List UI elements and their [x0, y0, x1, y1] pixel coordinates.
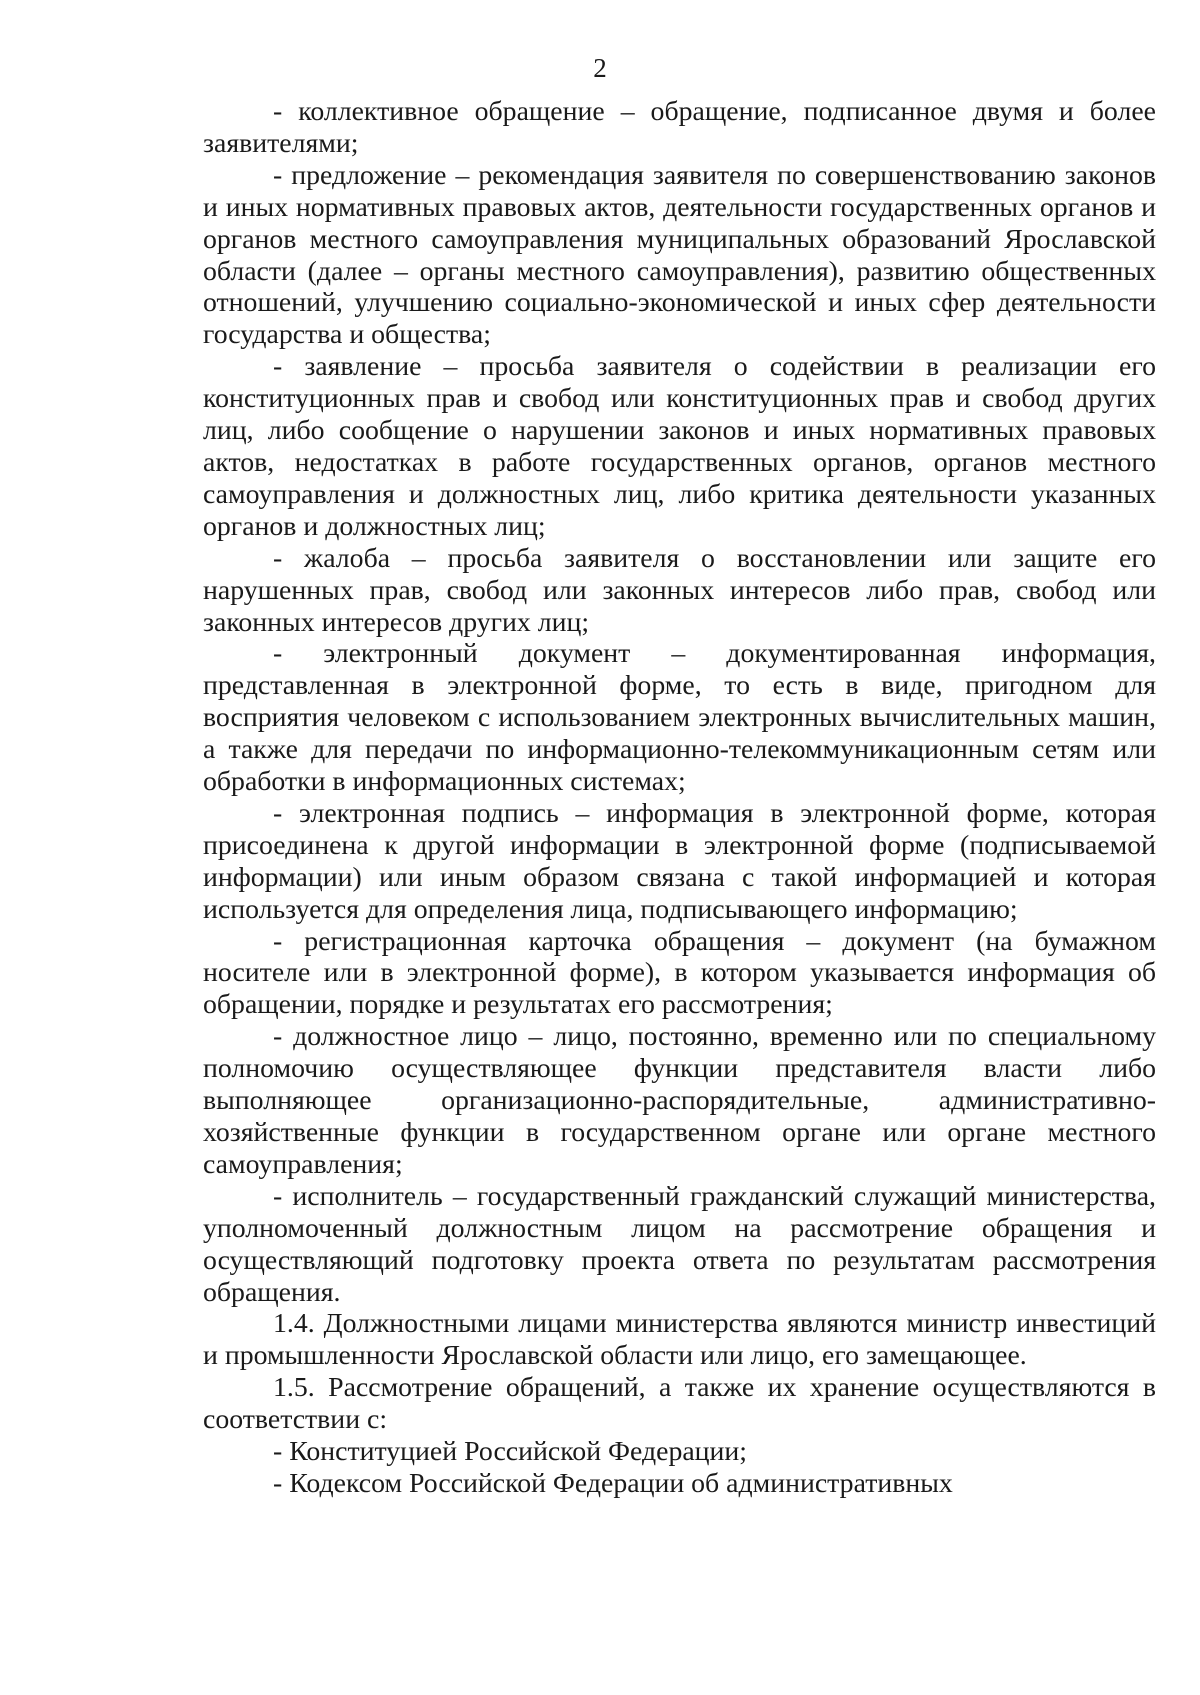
list-item-administrative-code: - Кодексом Российской Федерации об административных	[273, 1467, 953, 1499]
document-body	[203, 96, 1156, 1500]
page-number: 2	[593, 53, 607, 83]
clause-1-5: 1.5. Рассмотрение обращений, а также их хранение осуществляются в соответствии с:	[203, 1372, 1156, 1436]
definition-executor: - исполнитель – государственный гражданский служащий министерства, уполномоченный должностным лицом на рассмотрение обращения и осуществляющий подготовку проекта ответа по результатам рассмотрения обращения.	[203, 1180, 1156, 1308]
definition-statement: - заявление – просьба заявителя о содействии в реализации его конституционных прав и свобод или конституционных прав и свобод других лиц, либо сообщение о нарушении законов и иных нормативных правовых актов, недостатках в работе государственных органов, органов местного самоуправления и должностных лиц, либо критика деятельности указанных органов и должностных лиц;	[203, 351, 1156, 542]
definition-collective-appeal: - коллективное обращение – обращение, подписанное двумя и более заявителями;	[203, 96, 1156, 159]
list-item-constitution: - Конституцией Российской Федерации;	[273, 1436, 748, 1468]
definition-complaint: - жалоба – просьба заявителя о восстановлении или защите его нарушенных прав, свобод или законных интересов либо прав, свобод или законных интересов других лиц;	[203, 542, 1156, 638]
definition-proposal: - предложение – рекомендация заявителя по совершенствованию законов и иных нормативных правовых актов, деятельности государственных органов и органов местного самоуправления муниципальных образований Ярославской области (далее – органы местного самоуправления), развитию общественных отношений, улучшению социально-экономической и иных сфер деятельности государства и общества;	[203, 159, 1156, 351]
definition-electronic-document: - электронный документ – документированная информация, представленная в электронной форме, то есть в виде, пригодном для восприятия человеком с использованием электронных вычислительных машин, а также для передачи по информационно-телекоммуникационным сетям или обработки в информационных системах;	[203, 638, 1156, 798]
definition-registration-card: - регистрационная карточка обращения – документ (на бумажном носителе или в электронной форме), в котором указывается информация об обращении, порядке и результатах его рассмотрения;	[203, 925, 1156, 1021]
definition-official: - должностное лицо – лицо, постоянно, временно или по специальному полномочию осуществляющее функции представителя власти либо выполняющее организационно-распорядительные, административно-хозяйственные функции в государственном органе или органе местного самоуправления;	[203, 1021, 1156, 1180]
definition-electronic-signature: - электронная подпись – информация в электронной форме, которая присоединена к другой информации в электронной форме (подписываемой информации) или иным образом связана с такой информацией и которая используется для определения лица, подписывающего информацию;	[203, 797, 1156, 925]
clause-1-4: 1.4. Должностными лицами министерства являются министр инвестиций и промышленности Ярославской области или лицо, его замещающее.	[203, 1308, 1156, 1372]
